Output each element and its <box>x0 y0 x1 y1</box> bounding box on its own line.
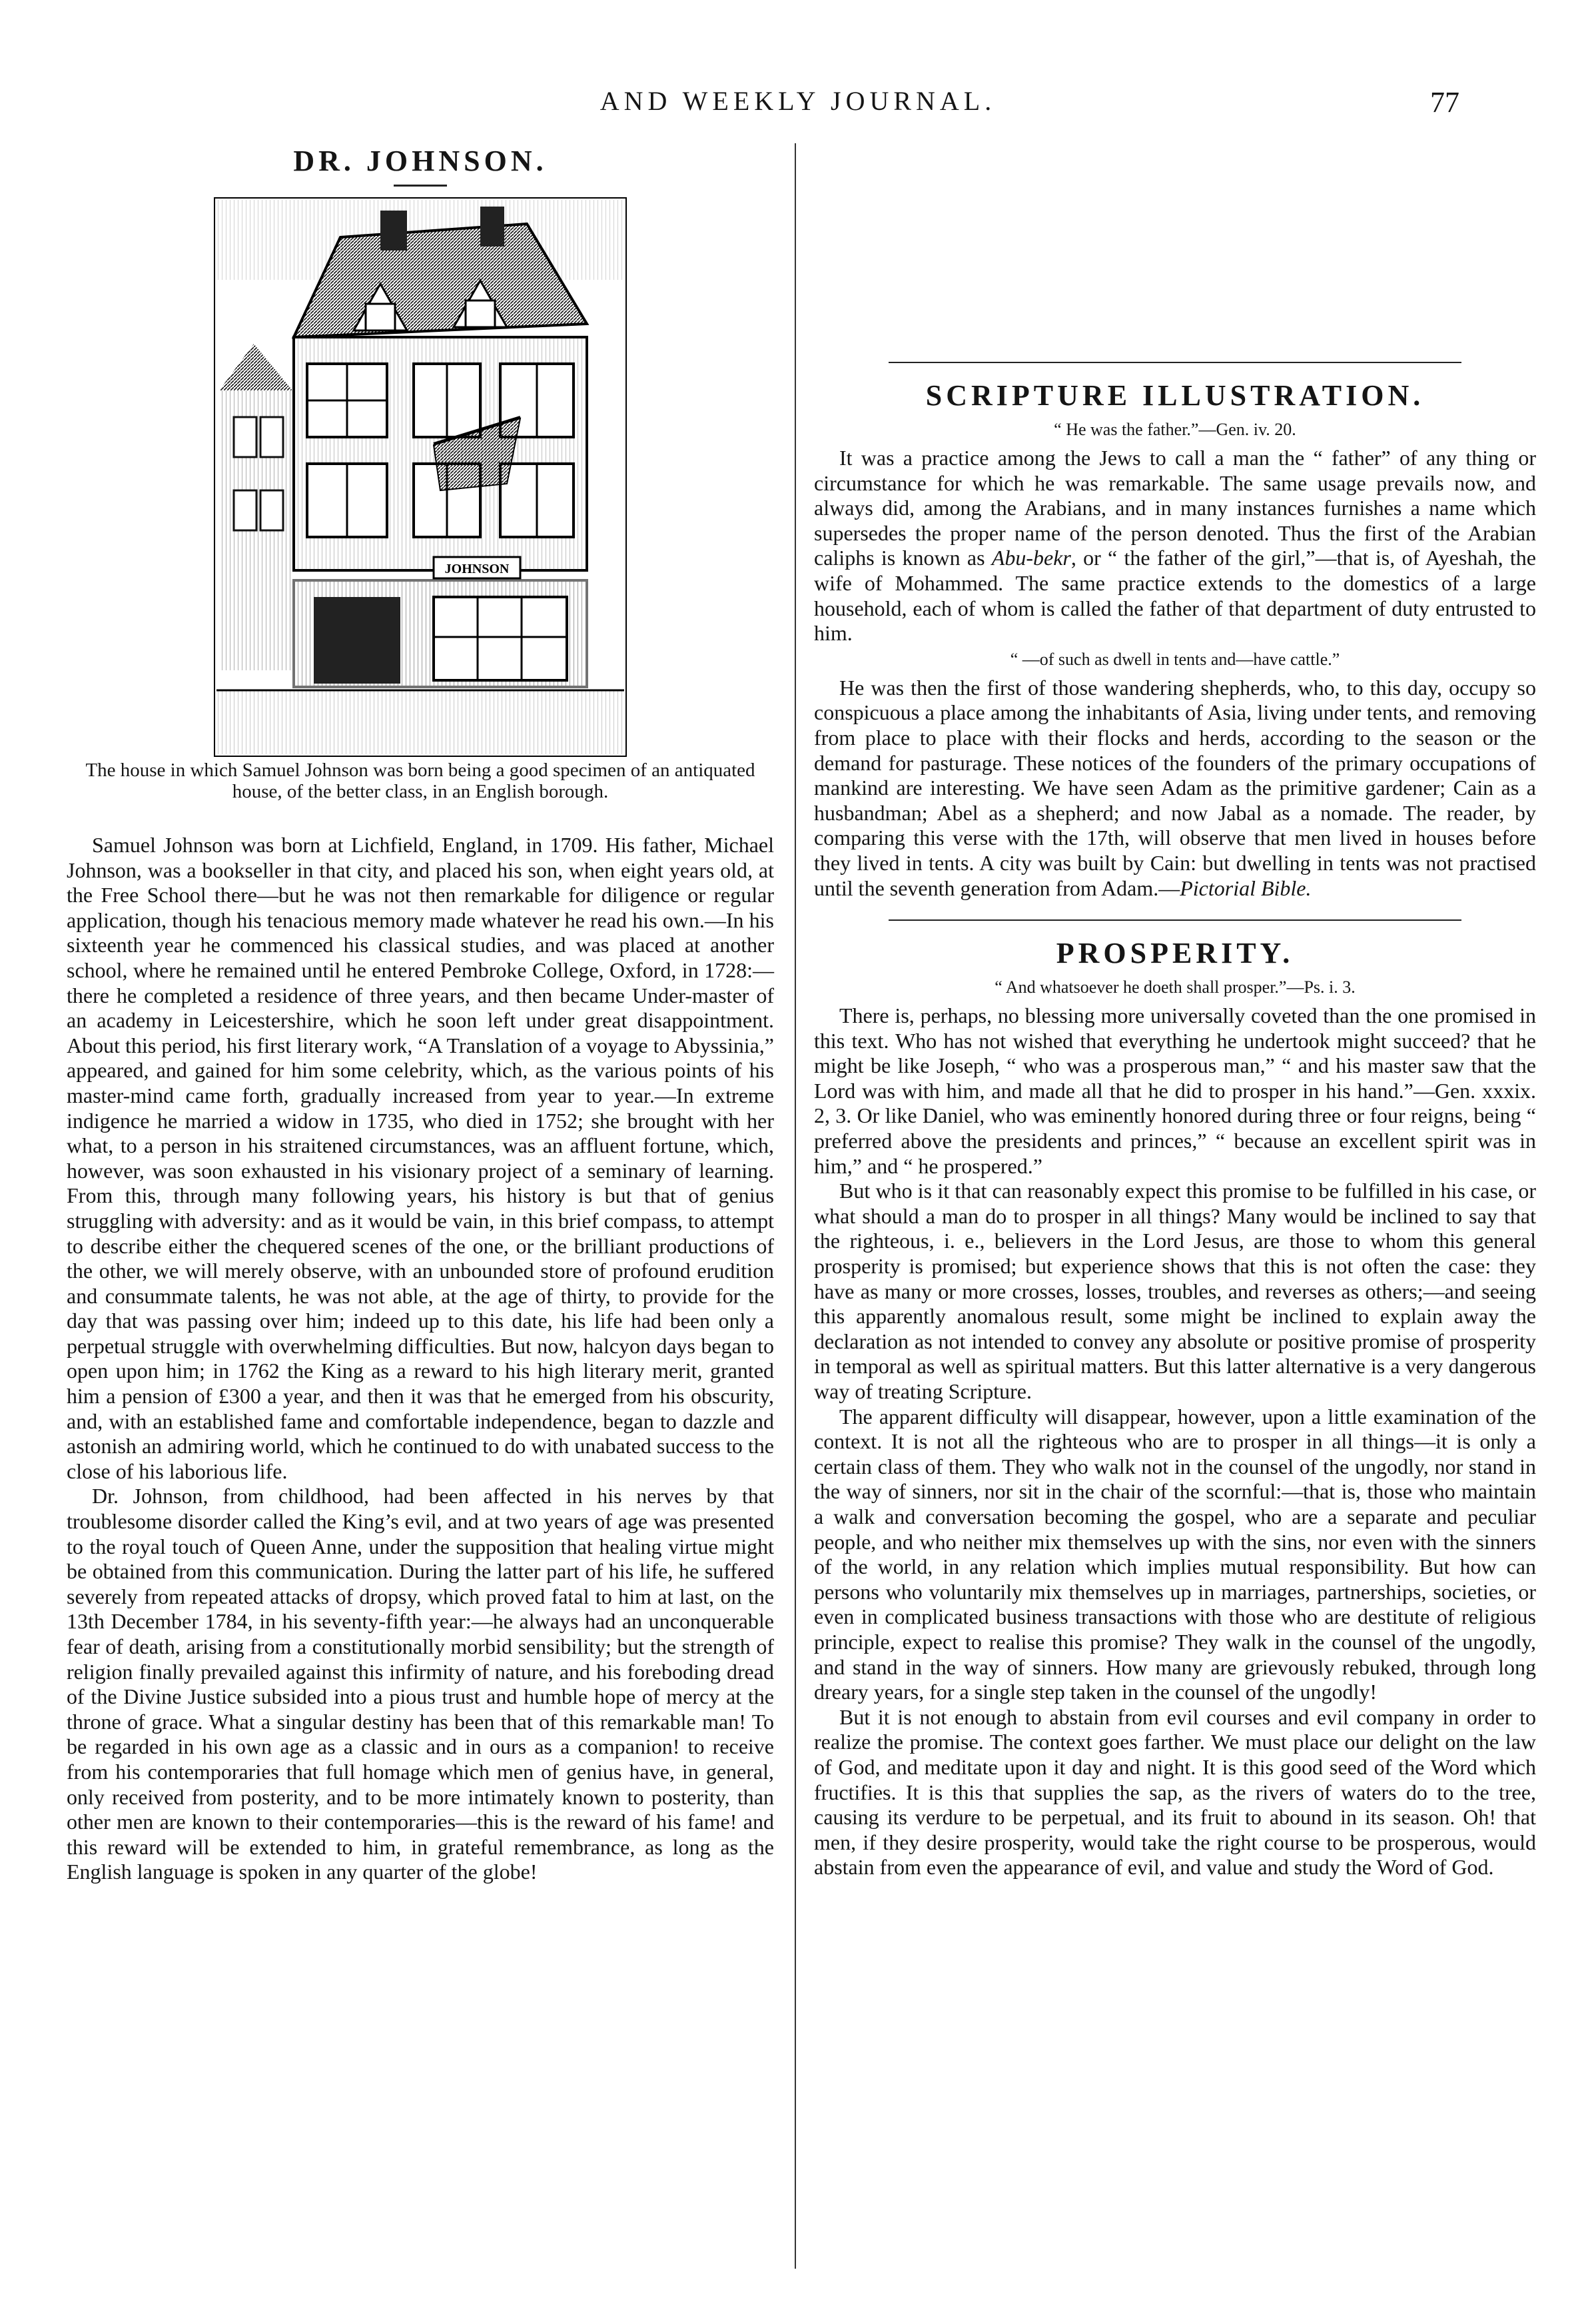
scripture-paragraph-1 <box>814 446 1536 646</box>
scripture-paragraph-2 <box>814 676 1536 901</box>
johnson-paragraph-2: Dr. Johnson, from childhood, had been affected in his nerves by that troublesome disorder called the King’s evil, and at two years of age was presented to the royal touch of Queen Anne, under the supposition that healing virtue might be obtained from this communication. During the latter part of his life, he suffered severely from repeated attacks of dropsy, which proved fatal to him at last, on the 13th December 1784, in his seventy-fifth year:—he always had an unconquerable fear of death, arising from a constitutionally morbid sensibility; but the strength of religion finally prevailed against this infirmity of nature, and his foreboding dread of the Divine Justice subsided into a pious trust and humble hope of mercy at the throne of grace. What a singular destiny has been that of this remarkable man! To be regarded in his own age as a classic and in ours as a companion! to receive from his contemporaries that full homage which men of genius have, in general, only received from posterity, and to be more intimately known to posterity, than other men are known to their contemporaries—this is the reward of his fame! and this reward will be extended to him, in grateful remembrance, as long as the English language is spoken in any quarter of the globe! <box>67 1484 774 1884</box>
section-rule <box>889 362 1461 363</box>
scripture-verse-2: “ —of such as dwell in tents and—have cattle.” <box>1010 649 1340 669</box>
johnson-heading: DR. JOHNSON. <box>293 145 548 177</box>
page-number: 77 <box>1430 86 1459 119</box>
abu-bekr-name: Abu-bekr <box>991 546 1071 570</box>
scripture-verse-1: “ He was the father.”—Gen. iv. 20. <box>1054 420 1296 439</box>
scripture-paragraph-2-text: He was then the first of those wandering shepherds, who, to this day, occupy so conspicuous a place among the inhabitants of Asia, living under tents, and removing from place to place with their flocks and herds, according to the season or the demand for pasturage. These notices of the founders of the primary occupations of mankind are interesting. We have seen Adam as the primitive gardener; Cain as a husbandman; Abel as a shepherd; and now Jabal as a nomade. The reader, by comparing this verse with the 17th, will observe that men lived in houses before they lived in tents. A city was built by Cain: but dwelling in tents was not practised until the seventh generation from Adam.— <box>814 675 1536 900</box>
figure-caption: The house in which Samuel Johnson was born being a good specimen of an antiquated house, of the better class, in an English borough. <box>85 760 755 802</box>
column-divider <box>795 143 796 2269</box>
prosperity-paragraph-2: But who is it that can reasonably expect this promise to be fulfilled in his case, or what should a man do to prosper in all things? Many would be inclined to say that the righteous, i. e., believers in the Lord Jesus, are those to whom this general prosperity is promised; but experience shows that this is not often the case: they have as many or more crosses, losses, troubles, and reverses as others;—and seeing this apparently anomalous result, some might be inclined to explain away the declaration as not intended to convey any absolute or positive promise of prosperity in temporal as well as spiritual matters. But this latter alternative is a very dangerous way of treating Scripture. <box>814 1179 1536 1403</box>
prosperity-paragraph-4: But it is not enough to abstain from evil courses and evil company in order to realize the promise. The context goes farther. We must place our delight on the law of God, and meditate upon it day and night. It is this good seed of the Word which fructifies. It is this that supplies the sap, as the rivers of waters do to the tree, causing its verdure to be perpetual, and its fruit to abound in its season. Oh! that men, if they desire prosperity, would take the right course to be prosperous, would abstain from even the appearance of evil, and value and study the Word of God. <box>814 1704 1536 1880</box>
scripture-heading: SCRIPTURE ILLUSTRATION. <box>925 379 1425 412</box>
column-continuation-space <box>814 143 1536 343</box>
scripture-paragraph-1-text: It was a practice among the Jews to call a man the “ father” of any thing or circumstance for which he was remarkable. The same usage prevails now, and always did, among the Arabians, and in many instances furnishes a name which supersedes the proper name of the person denoted. Thus the first of the Arabian caliphs is known as <box>814 446 1536 570</box>
prosperity-paragraph-1: There is, perhaps, no blessing more universally coveted than the one promised in this text. Who has not wished that everything he undertook might succeed? that he might be like Joseph, “ who was a prosperous man,” “ and his master saw that the Lord was with him, and made all that he did to prosper in his hand.”—Gen. xxxix. 2, 3. Or like Daniel, who was eminently honored during three or four reigns, being “ preferred above the presidents and princes,” “ because an excellent spirit was in him,” and “ he prospered.” <box>814 1003 1536 1178</box>
pictorial-bible-source: Pictorial Bible. <box>1180 875 1312 900</box>
section-rule <box>889 919 1461 921</box>
johnson-paragraph-1: Samuel Johnson was born at Lichfield, England, in 1709. His father, Michael Johnson, was a bookseller in that city, and placed his son, when eight years old, at the Free School there—but he was not then remarkable for diligence or regular application, though his tenacious memory made whatever he read his own.—In his sixteenth year he commenced his classical studies, and was placed at another school, where he remained until he entered Pembroke College, Oxford, in 1728:—there he completed a residence of three years, and then became Under-master of an academy in Leicestershire, which he soon left under great disappointment. About this period, his first literary work, “A Translation of a voyage to Abyssinia,” appeared, and gained for him some celebrity, which, as the various points of his master-mind came forth, gradually increased from year to year.—In extreme indigence he married a widow in 1735, who died in 1752; she brought with her what, to a person in his straitened circumstances, was an affluent fortune, which, however, was soon exhausted in his visionary project of a seminary of learning. From this, through many following years, his history is but that of genius struggling with adversity: and as it would be vain, in this brief compass, to attempt to describe either the chequered scenes of the one, or the brilliant productions of the other, we will merely observe, with an unbounded store of profound erudition and consummate talents, he was not able, at the age of thirty, to provide for the day that was passing over him; indeed up to this date, his life had been only a perpetual struggle with overwhelming difficulties. But now, halcyon days began to open upon him; in 1762 the King as a reward to his high literary merit, granted him a pension of £300 a year, and then it was that he emerged from his obscurity, and, with an established fame and comfortable independence, began to dazzle and astonish an admiring world, which he continued to do with unabated success to the close of his laborious life. <box>67 833 774 1483</box>
house-engraving <box>214 197 627 757</box>
prosperity-paragraph-3: The apparent difficulty will disappear, however, upon a little examination of the context. It is not all the righteous who are to prosper in all things—it is only a certain class of them. They who walk not in the counsel of the ungodly, nor stand in the way of sinners, nor sit in the chair of the scornful:—that is, those who maintain a walk and conversation becoming the gospel, who are a separate and peculiar people, and who neither mix themselves up with the sins, nor even with the sinners of the world, in any relation which implies mutual responsibility. But how can persons who voluntarily mix themselves up in marriages, partnerships, societies, or even in complicated business transactions with those who are destitute of religious principle, expect to realise this promise? They walk in the counsel of the ungodly, and stand in the way of sinners. How many are grievously rebuked, through long dreary years, for a single step taken in the counsel of the ungodly! <box>814 1404 1536 1704</box>
shop-sign: JOHNSON <box>444 562 510 576</box>
running-head: AND WEEKLY JOURNAL. <box>599 86 997 116</box>
heading-rule <box>394 185 447 187</box>
prosperity-heading: PROSPERITY. <box>1056 937 1294 970</box>
right-column <box>814 143 1536 1880</box>
scripture-paragraph-1-end: , or “ the father of the girl,”—that is, of Ayeshah, the wife of Mohammed. The same practice extends to the domestics of a large household, each of whom is called the father of that department of duty entrusted to him. <box>814 546 1537 646</box>
prosperity-verse: “ And whatsoever he doeth shall prosper.”—Ps. i. 3. <box>995 977 1356 997</box>
left-column <box>67 143 774 1885</box>
